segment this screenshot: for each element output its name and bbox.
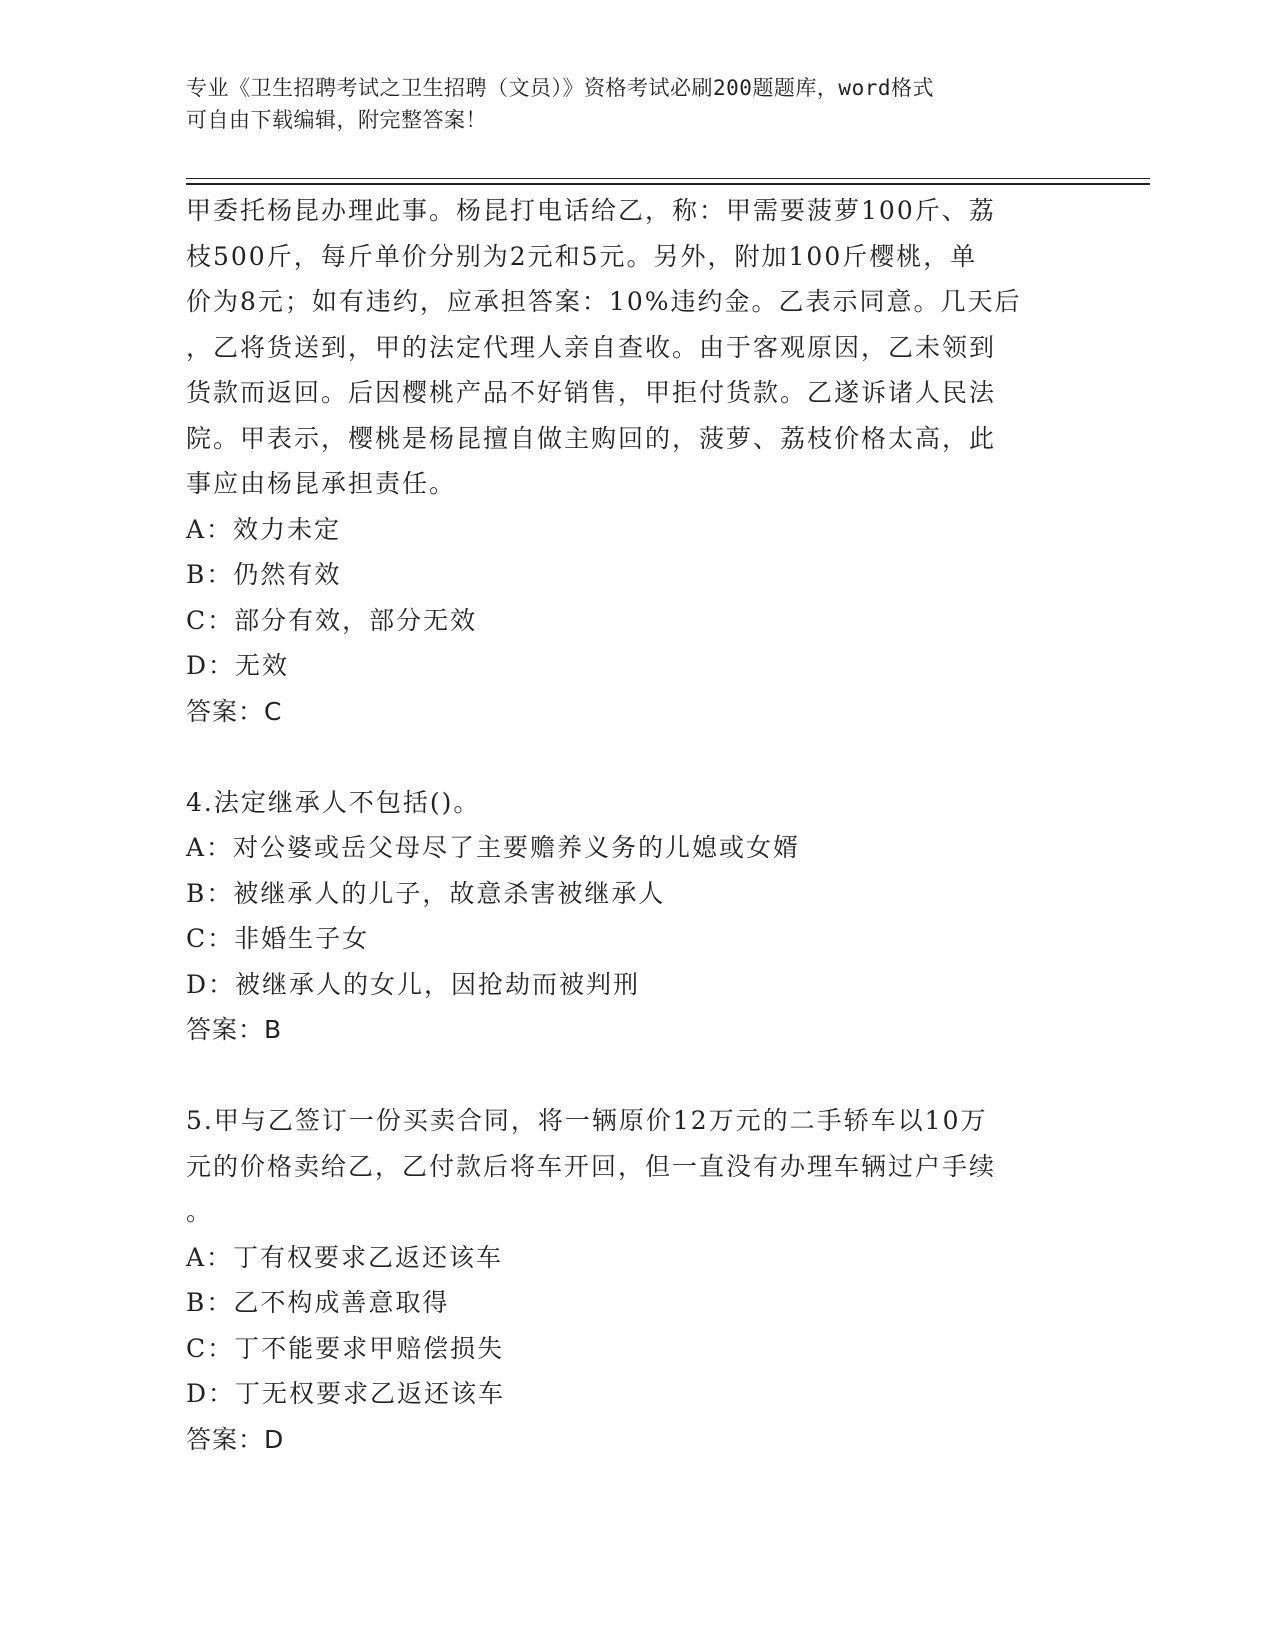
option-a: A：效力未定 [186,514,342,544]
option-a: A：对公婆或岳父母尽了主要赡养义务的儿媳或女婿 [186,833,801,862]
option-d: D：无效 [186,651,290,680]
spacer [186,1053,1066,1099]
option-b: B：乙不构成善意取得 [186,1288,450,1317]
question-text-line: 价为8元；如有违约，应承担答案：10%违约金。乙表示同意。几天后 [186,287,1022,316]
option-c: C：非婚生子女 [186,924,370,953]
question-text-line: 甲委托杨昆办理此事。杨昆打电话给乙，称：甲需要菠萝100斤、荔 [186,196,996,225]
question-text-line: 4.法定继承人不包括()。 [186,787,481,817]
question-text-line: 事应由杨昆承担责任。 [186,469,457,498]
question-text-line: 5.甲与乙签订一份买卖合同，将一辆原价12万元的二手轿车以10万 [186,1106,988,1135]
question-text-line: 院。甲表示，樱桃是杨昆擅自做主购回的，菠萝、荔枝价格太高，此 [186,423,997,453]
document-header [186,72,1066,136]
header-rule-thin [186,178,1150,179]
document-body [186,188,1066,1462]
spacer [186,734,1066,780]
option-d: D：被继承人的女儿，因抢劫而被判刑 [186,969,641,999]
question-text-line: 。 [186,1197,214,1226]
option-b: B：被继承人的儿子，故意杀害被继承人 [186,878,666,908]
question-5 [186,1098,1066,1462]
answer: 答案：B [186,1015,283,1044]
option-d: D：丁无权要求乙返还该车 [186,1379,506,1408]
question-text-line: 元的价格卖给乙，乙付款后将车开回，但一直没有办理车辆过户手续 [186,1151,997,1181]
header-line-2: 可自由下载编辑，附完整答案！ [186,108,487,132]
answer: 答案：C [186,696,283,726]
answer: 答案：D [186,1424,285,1454]
header-rule-thick [186,183,1150,185]
header-line-1: 专业《卫生招聘考试之卫生招聘（文员）》资格考试必刷200题题库，word格式 [186,76,934,100]
option-b: B：仍然有效 [186,560,342,589]
question-text-line: ，乙将货送到，甲的法定代理人亲自查收。由于客观原因，乙未领到 [186,332,997,362]
option-c: C：丁不能要求甲赔偿损失 [186,1333,505,1363]
question-text-line: 枝500斤，每斤单价分别为2元和5元。另外，附加100斤樱桃，单 [186,241,978,271]
question-3 [186,188,1066,734]
option-c: C：部分有效，部分无效 [186,605,478,635]
option-a: A：丁有权要求乙返还该车 [186,1242,504,1272]
question-4 [186,780,1066,1053]
question-text-line: 货款而返回。后因樱桃产品不好销售，甲拒付货款。乙遂诉诸人民法 [186,378,997,407]
